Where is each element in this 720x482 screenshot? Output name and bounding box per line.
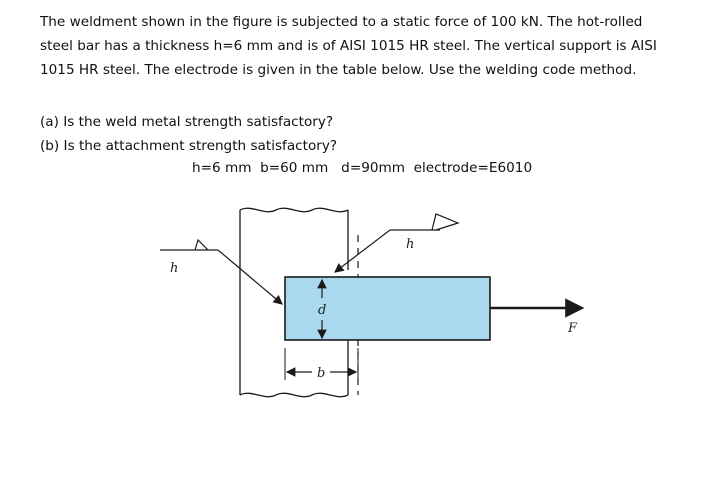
- right-weld-symbol: [335, 214, 458, 272]
- problem-statement: [40, 10, 700, 82]
- weld-size-label-right: h: [406, 237, 415, 252]
- weld-size-label-left: h: [170, 261, 179, 276]
- dimension-d-label: d: [318, 303, 327, 318]
- given-values: h=6 mm b=60 mm d=90mm electrode=E6010: [192, 160, 533, 176]
- statement-line-3: 1015 HR steel. The electrode is given in the table below. Use the welding code method.: [40, 62, 637, 78]
- dimension-b: [285, 348, 358, 381]
- statement-line-1: The weldment shown in the figure is subjected to a static force of 100 kN. The hot-rolled: [40, 14, 643, 30]
- force-arrow: [490, 308, 582, 336]
- question-parts: [40, 110, 337, 158]
- part-b: (b) Is the attachment strength satisfactory?: [40, 138, 338, 154]
- statement-line-2: steel bar has a thickness h=6 mm and is of AISI 1015 HR steel. The vertical support is AISI: [40, 38, 657, 54]
- force-label: F: [568, 321, 578, 336]
- weldment-figure: [140, 190, 600, 410]
- steel-bar: [285, 277, 490, 340]
- part-a: (a) Is the weld metal strength satisfactory?: [40, 114, 334, 130]
- dimension-b-label: b: [317, 366, 326, 381]
- left-weld-symbol: [160, 240, 282, 304]
